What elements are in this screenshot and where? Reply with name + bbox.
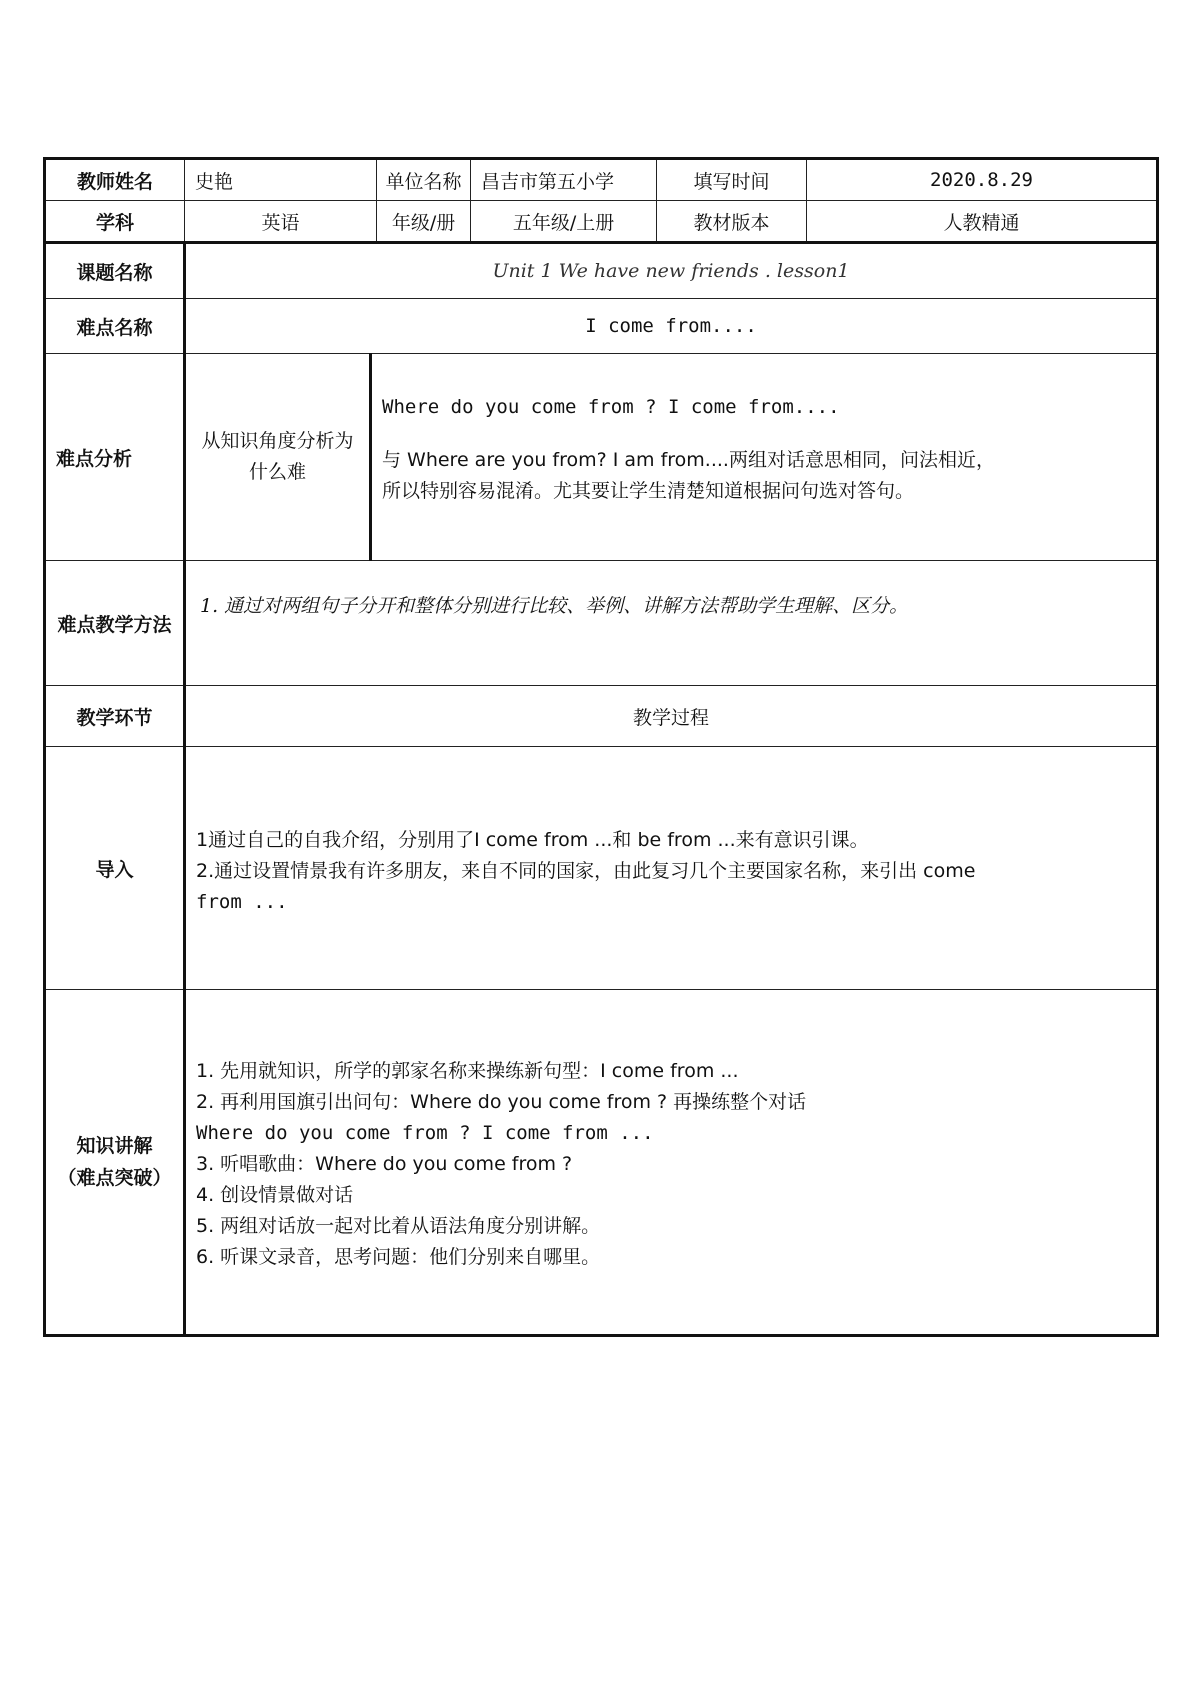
knowledge-line: 5. 两组对话放一起对比着从语法角度分别讲解。 xyxy=(196,1215,601,1237)
intro-row xyxy=(45,747,1158,990)
analysis-line-2: 与 Where are you from? I am from....两组对话意思相同，问法相近， xyxy=(382,449,995,471)
knowledge-line: 1. 先用就知识，所学的郭家名称来操练新句型：I come from ... xyxy=(196,1060,739,1082)
analysis-row xyxy=(45,354,1158,561)
process-header-value: 教学过程 xyxy=(185,686,1158,747)
teacher-value: 史艳 xyxy=(185,159,377,201)
knowledge-label-sub: （难点突破） xyxy=(57,1167,172,1189)
knowledge-row xyxy=(45,990,1158,1336)
difficulty-label: 难点名称 xyxy=(45,299,185,354)
analysis-label: 难点分析 xyxy=(45,354,185,561)
analysis-line-3: 所以特别容易混淆。尤其要让学生清楚知道根据问句选对答句。 xyxy=(382,480,915,502)
subject-value: 英语 xyxy=(185,201,377,243)
knowledge-line: 2. 再利用国旗引出问句：Where do you come from ? 再操练整个对话 xyxy=(196,1091,807,1113)
difficulty-row xyxy=(45,299,1158,354)
analysis-spacer xyxy=(382,423,1146,445)
subject-label: 学科 xyxy=(45,201,185,243)
header-row-1 xyxy=(45,159,1158,201)
knowledge-content xyxy=(185,990,1158,1336)
edition-value: 人教精通 xyxy=(807,201,1158,243)
process-header-row xyxy=(45,686,1158,747)
analysis-content xyxy=(371,354,1158,561)
knowledge-line: 4. 创设情景做对话 xyxy=(196,1184,354,1206)
topic-label: 课题名称 xyxy=(45,243,185,299)
intro-label: 导入 xyxy=(45,747,185,990)
method-label: 难点教学方法 xyxy=(45,561,185,686)
method-value: 1. 通过对两组句子分开和整体分别进行比较、举例、讲解方法帮助学生理解、区分。 xyxy=(185,561,1158,686)
difficulty-value: I come from.... xyxy=(185,299,1158,354)
intro-content xyxy=(185,747,1158,990)
method-row xyxy=(45,561,1158,686)
intro-line-3: from ... xyxy=(196,891,288,913)
teacher-label: 教师姓名 xyxy=(45,159,185,201)
date-value: 2020.8.29 xyxy=(807,159,1158,201)
topic-row xyxy=(45,243,1158,299)
knowledge-line: Where do you come from ? I come from ... xyxy=(196,1122,654,1144)
grade-label: 年级/册 xyxy=(377,201,471,243)
knowledge-label-main: 知识讲解 xyxy=(76,1135,153,1157)
knowledge-label xyxy=(45,990,185,1336)
analysis-sublabel: 从知识角度分析为什么难 xyxy=(185,354,371,561)
intro-line-1: 1通过自己的自我介绍，分别用了I come from ...和 be from ...来有意识引课。 xyxy=(196,829,869,851)
process-step-label: 教学环节 xyxy=(45,686,185,747)
topic-value: Unit 1 We have new friends . lesson1 xyxy=(185,243,1158,299)
analysis-line-1: Where do you come from ? I come from.... xyxy=(382,396,840,418)
lesson-plan-table xyxy=(43,157,1159,1337)
knowledge-line: 6. 听课文录音，思考问题：他们分别来自哪里。 xyxy=(196,1246,601,1268)
intro-line-2: 2.通过设置情景我有许多朋友，来自不同的国家，由此复习几个主要国家名称，来引出 come xyxy=(196,860,976,882)
header-row-2 xyxy=(45,201,1158,243)
date-label: 填写时间 xyxy=(657,159,807,201)
edition-label: 教材版本 xyxy=(657,201,807,243)
grade-value: 五年级/上册 xyxy=(471,201,657,243)
lesson-plan-document xyxy=(43,157,1156,1337)
unit-label: 单位名称 xyxy=(377,159,471,201)
unit-value: 昌吉市第五小学 xyxy=(471,159,657,201)
knowledge-line: 3. 听唱歌曲：Where do you come from ? xyxy=(196,1153,573,1175)
